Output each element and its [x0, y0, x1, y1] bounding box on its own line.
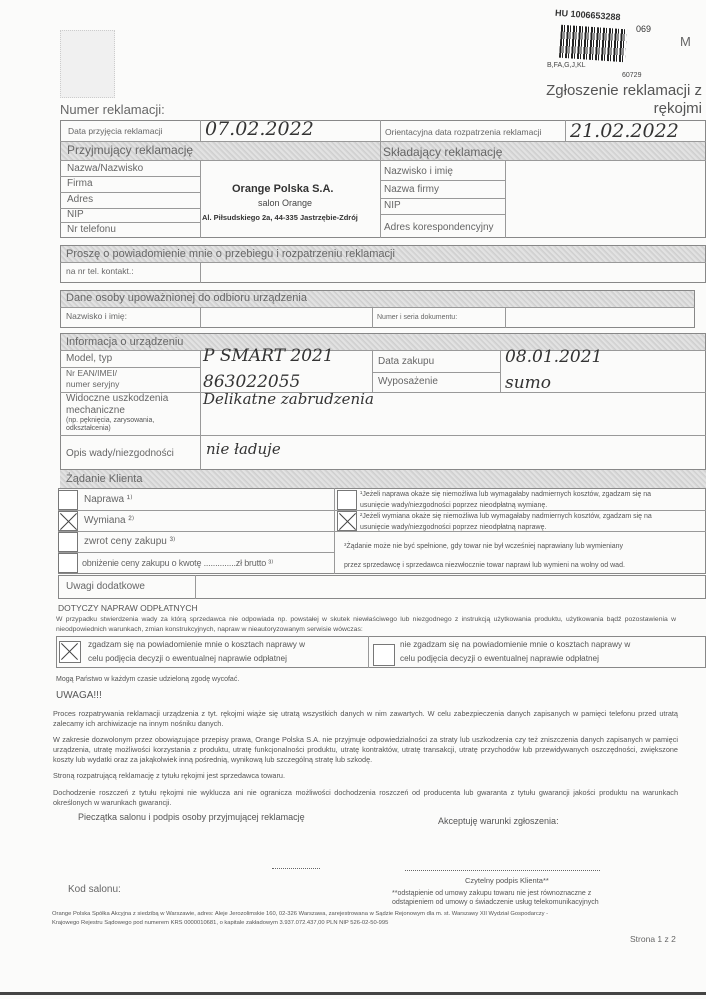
- damage-note: (np. pęknięcia, zarysowania,: [66, 417, 155, 424]
- client-signature-line[interactable]: [405, 870, 600, 871]
- disagree-text: [400, 638, 630, 666]
- receiver-label: Firma: [67, 178, 93, 189]
- receiver-salon: salon Orange: [258, 198, 313, 208]
- barcode-suffix: 069: [636, 24, 652, 34]
- submitter-label: NIP: [384, 200, 401, 211]
- model-label: Model, typ: [66, 353, 113, 364]
- warning-p2: W zakresie dozwolonym przez obowiązujące przepisy prawa, Orange Polska S.A. nie przyjmuje odpowiedzialności za straty lub uszkodzenia czy też zniszczenia danych zapisanych w pamięci urządzenia, utratę możliwości korzystania z produktu, utratę funkcjonalności produktu, utratę kontraktów, utratę transakcji, utratę przychodów lub przewidywanych oszczędności, zwiększone koszty lub wydatki oraz za jakąkolwiek inną pośrednią, wynikową lub szczególną stratę lub szkodę.: [53, 735, 678, 764]
- footnote-line: odstąpieniem od umowy o świadczenie usług telekomunikacyjnych: [392, 899, 599, 906]
- imei-label: [66, 368, 119, 390]
- demand-option: zwrot ceny zakupu ³⁾: [84, 536, 176, 547]
- note-line: ³Żądanie może nie być spełnione, gdy towar nie był wcześniej naprawiany lub wymieniany: [344, 543, 623, 550]
- disagree-checkbox[interactable]: [373, 644, 395, 666]
- note-line: ¹Jeżeli naprawa okaże się niemożliwa lub wymagałaby nadmiernych kosztów, zgadzam się na: [360, 491, 652, 498]
- letter-mark: M: [680, 34, 691, 49]
- barcode: [559, 25, 627, 63]
- client-signature-label: Czytelny podpis Klienta**: [465, 876, 549, 885]
- agree-line: celu podjęcia decyzji o ewentualnej naprawie odpłatnej: [88, 654, 287, 663]
- demand-checkbox-price-reduction[interactable]: [58, 553, 78, 573]
- purchase-date-value[interactable]: 08.01.2021: [505, 347, 603, 367]
- authorized-header: Dane osoby upoważnionej do odbioru urządzenia: [66, 292, 307, 304]
- agree-checkbox[interactable]: [59, 641, 81, 663]
- submitter-header: Składający reklamację: [383, 145, 503, 159]
- submitter-label: Nazwa firmy: [384, 184, 440, 195]
- salon-signature-label: Pieczątka salonu i podpis osoby przyjmującej reklamację: [78, 812, 305, 822]
- damage-label-line: Widoczne uszkodzenia: [66, 393, 169, 404]
- footer-line: Krajowego Rejestru Sądowego pod numerem KRS 0000010681, o kapitale zakładowym 3.937.072.437,00 PLN NIP 526-02-50-995: [52, 920, 389, 926]
- warning-p1: Proces rozpatrywania reklamacji urządzenia z tyt. rękojmi wiąże się utratą wszystkich danych w nim zawartych. W celu zabezpieczenia danych zapisanych w pamięci telefonu przed utratą zalecamy ich archiwizacje na innym nośniku danych.: [53, 709, 678, 728]
- salon-signature-line[interactable]: [272, 868, 320, 869]
- demand-option: obniżenie ceny zakupu o kwotę ..............zł brutto ³⁾: [82, 558, 274, 568]
- receiver-label: NIP: [67, 209, 84, 220]
- barcode-codes: B,FA,G,J,KL: [547, 62, 586, 69]
- footnote-line: **odstąpienie od umowy zakupu towaru nie jest równoznaczne z: [392, 890, 592, 897]
- authorized-doc-label: Numer i seria dokumentu:: [377, 314, 458, 321]
- note2-checkbox[interactable]: [337, 511, 357, 531]
- device-header: Informacja o urządzeniu: [66, 336, 184, 348]
- imei-label-line: Nr EAN/IMEI/: [66, 368, 118, 378]
- damage-note: odkształcenia): [66, 425, 111, 432]
- receiver-label: Nr telefonu: [67, 224, 116, 235]
- paid-text: W przypadku stwierdzenia wady za którą sprzedawca nie odpowiada np. powstałej w skutek niewłaściwego lub niezgodnego z instrukcją użytkowania produktu, użytkowania bądź pozostawienia w nieodpowiednich warunkach, zmian konstrukcyjnych, napraw w nieautoryzowanym serwisie wówczas:: [56, 616, 676, 633]
- remarks-label: Uwagi dodatkowe: [66, 581, 145, 592]
- complaint-number-label: Numer reklamacji:: [60, 102, 165, 117]
- received-date-value[interactable]: 07.02.2022: [205, 118, 314, 140]
- barcode-code2: 60729: [622, 72, 642, 79]
- receiver-address: Al. Piłsudskiego 2a, 44-335 Jastrzębie-Zdrój: [202, 213, 358, 222]
- note-line: ²Jeżeli wymiana okaże się niemożliwa lub wymagałaby nadmiernych kosztów, zgadzam się na: [360, 513, 652, 520]
- note1: [360, 489, 651, 511]
- receiver-label: Adres: [67, 194, 94, 205]
- agree-text: [88, 638, 305, 666]
- model-value[interactable]: P SMART 2021: [203, 346, 334, 366]
- page-number: Strona 1 z 2: [630, 934, 676, 944]
- damage-label-line: mechaniczne: [66, 405, 125, 416]
- paid-header: DOTYCZY NAPRAW ODPŁATNYCH: [58, 603, 198, 613]
- authorized-name-label: Nazwisko i imię:: [66, 311, 127, 321]
- note-line: usunięcie wady/niezgodności poprzez nieodpłatną wymianę.: [360, 502, 548, 509]
- note2: [360, 511, 652, 533]
- demand-option: Naprawa ¹⁾: [84, 494, 133, 505]
- purchase-date-label: Data zakupu: [378, 356, 435, 367]
- logo-placeholder: [60, 30, 115, 98]
- receiver-label: Nazwa/Nazwisko: [67, 163, 144, 174]
- company-footer: [52, 910, 548, 928]
- document-title: [546, 82, 702, 118]
- title-line: rękojmi: [653, 100, 702, 117]
- note1-checkbox[interactable]: [337, 490, 357, 510]
- defect-label: Opis wady/niezgodności: [66, 448, 174, 459]
- defect-value[interactable]: nie ładuje: [206, 440, 281, 458]
- agree-line: zgadzam się na powiadomienie mnie o kosztach naprawy w: [88, 640, 306, 649]
- barcode-number: HU 1006653288: [554, 7, 621, 23]
- remarks-row: [58, 575, 706, 599]
- imei-value[interactable]: 863022055: [203, 372, 301, 392]
- disagree-line: nie zgadzam się na powiadomienie mnie o kosztach naprawy w: [400, 640, 631, 649]
- resolution-date-value[interactable]: 21.02.2022: [570, 120, 679, 142]
- warning-p4: Dochodzenie roszczeń z tytułu rękojmi nie wyklucza ani nie ogranicza możliwości dochodzenia roszczeń od producenta lub gwaranta z tytułu gwarancji jakości produktu na warunkach określonych w warunkach gwarancji.: [53, 788, 678, 807]
- demand-option: Wymiana ²⁾: [84, 515, 135, 526]
- note-line: usunięcie wady/niezgodności poprzez nieodpłatną naprawę.: [360, 524, 547, 531]
- title-line: Zgłoszenie reklamacji z: [546, 82, 702, 99]
- damage-value[interactable]: Delikatne zabrudzenia: [203, 390, 374, 408]
- client-footnote: [392, 889, 599, 907]
- warning-title: UWAGA!!!: [56, 690, 102, 701]
- imei-label-line: numer seryjny: [66, 379, 120, 389]
- accept-label: Akceptuję warunki zgłoszenia:: [438, 816, 559, 826]
- disagree-line: celu podjęcia decyzji o ewentualnej naprawie odpłatnej: [400, 654, 599, 663]
- demand-checkbox-replacement[interactable]: [58, 511, 78, 531]
- footer-line: Orange Polska Spółka Akcyjna z siedzibą w Warszawie, adres: Aleje Jerozolimskie 160, 02-326 Warszawa, zarejestrowana w Sądzie Rejonowym dla m. st. Warszawy XII Wydział Gospodarczy -: [52, 911, 549, 917]
- damage-label: [66, 393, 168, 433]
- notify-header: Proszę o powiadomienie mnie o przebiegu i rozpatrzeniu reklamacji: [66, 248, 395, 260]
- salon-code-label: Kod salonu:: [68, 884, 121, 895]
- submitter-label: Adres korespondencyjny: [384, 222, 494, 233]
- receiver-header: Przyjmujący reklamację: [67, 143, 194, 157]
- demand-checkbox-refund[interactable]: [58, 532, 78, 552]
- equipment-label: Wyposażenie: [378, 376, 438, 387]
- resolution-date-label: Orientacyjna data rozpatrzenia reklamacji: [385, 127, 542, 137]
- note3: [344, 537, 625, 575]
- equipment-value[interactable]: sumo: [505, 373, 552, 393]
- warning-p3: Stroną rozpatrującą reklamację z tytułu rękojmi jest sprzedawca towaru.: [53, 771, 285, 780]
- demand-checkbox-repair[interactable]: [58, 490, 78, 510]
- demand-header: Żądanie Klienta: [66, 473, 143, 485]
- scan-edge: [0, 992, 706, 995]
- receiver-company: Orange Polska S.A.: [232, 183, 334, 195]
- withdraw-note: Mogą Państwo w każdym czasie udzieloną zgodę wycofać.: [56, 676, 240, 683]
- note-line: przez sprzedawcę i sprzedawca niezwłocznie towar naprawi lub wymieni na wolny od wad.: [344, 562, 625, 569]
- phone-label: na nr tel. kontakt.:: [66, 266, 134, 276]
- received-date-label: Data przyjęcia reklamacji: [68, 126, 163, 136]
- submitter-label: Nazwisko i imię: [384, 166, 453, 177]
